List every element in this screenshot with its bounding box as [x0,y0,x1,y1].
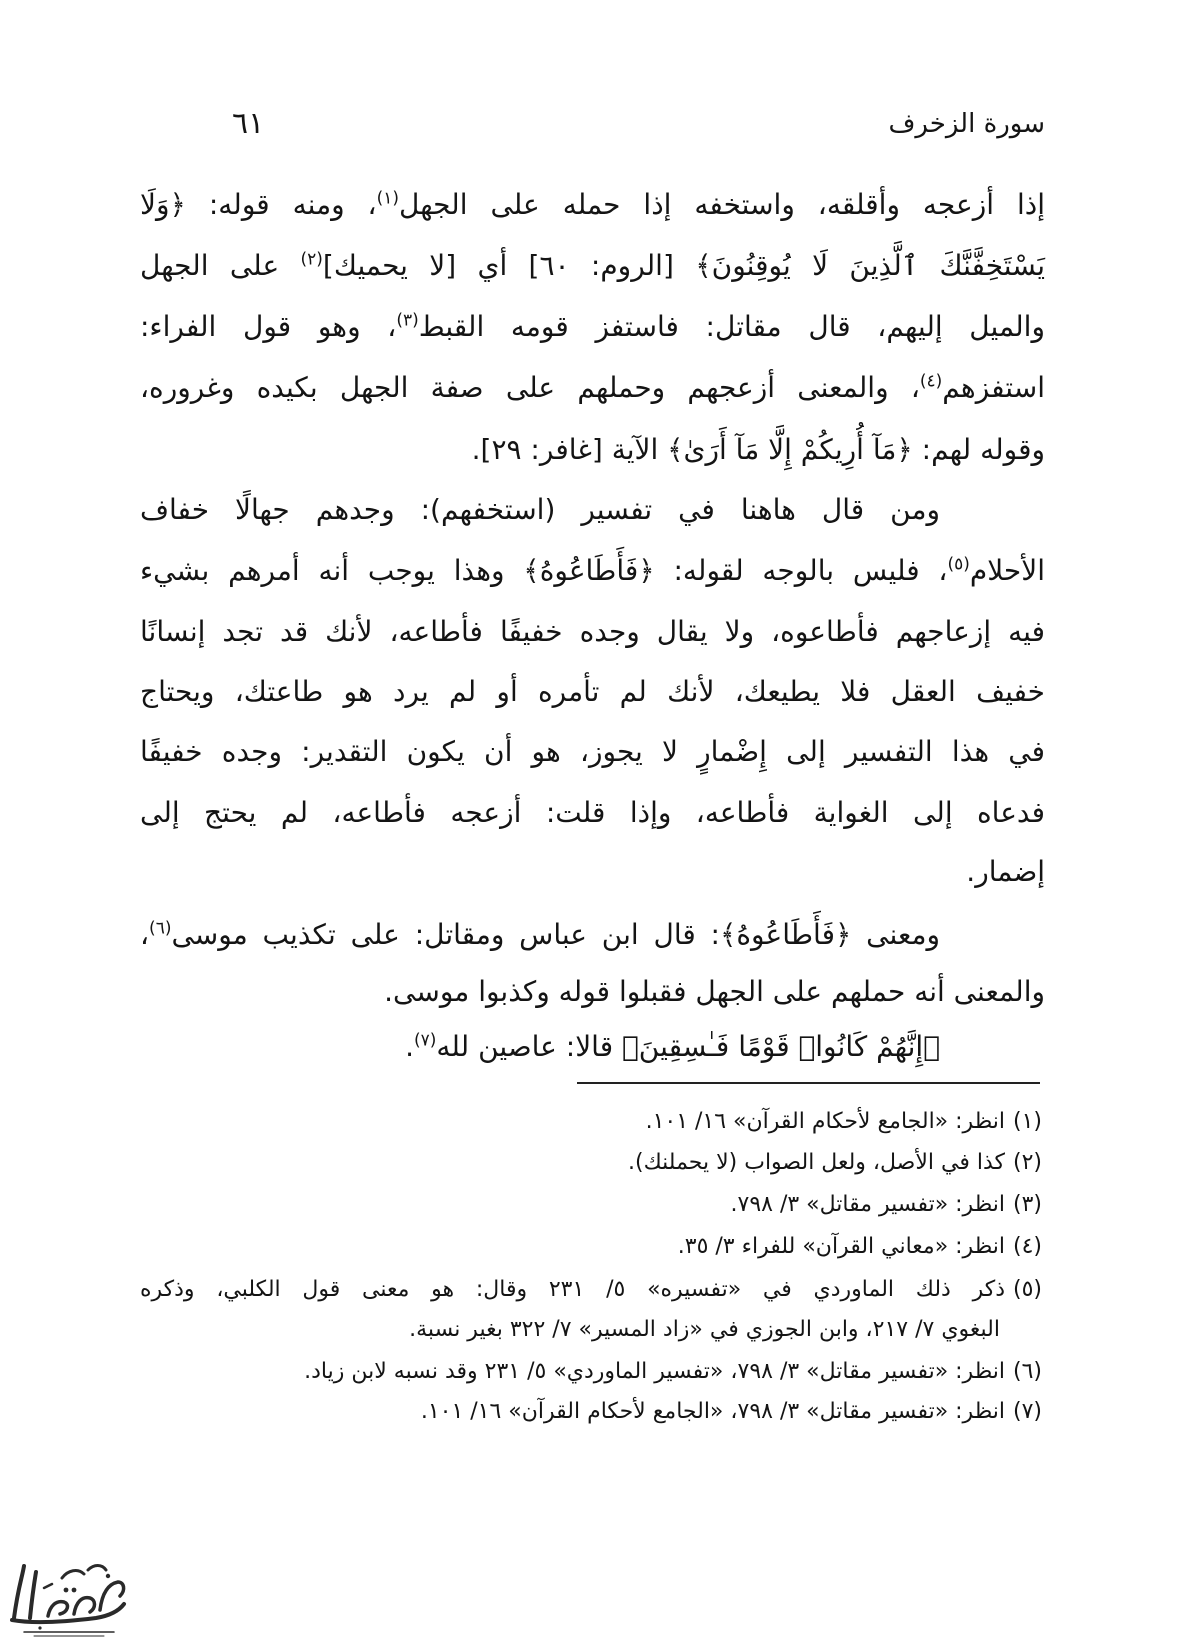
body-text: فدعاه إلى الغواية فأطاعه، وإذا قلت: أزعجه فأطاعه، لم يحتج إلى [140,796,1045,829]
body-line [140,842,1045,902]
footnote-ref: (٥) [947,554,970,575]
body-line [140,602,1045,662]
page-number: ٦١ [232,106,265,141]
footnote-text: انظر: «الجامع لأحكام القرآن» ١٦/ ١٠١. [645,1109,1005,1134]
body-text: ، ومنه قوله: ﴿وَلَا [140,188,377,221]
footnote-text: انظر: «معاني القرآن» للفراء ٣/ ٣٥. [677,1234,1005,1259]
body-line [140,905,1045,965]
body-text: في هذا التفسير إلى إِضْمارٍ لا يجوز، هو أن يكون التقدير: وجده خفيفًا [140,735,1045,768]
footnote [140,1270,1042,1310]
footnote-text: البغوي ٧/ ٢١٧، وابن الجوزي في «زاد المسير» ٧/ ٣٢٢ بغير نسبة. [409,1317,1000,1342]
body-line [140,236,1045,296]
footnote-number: (٣) [1012,1192,1042,1217]
footnote-separator [577,1082,1040,1084]
body-text: . [405,1030,414,1063]
footnote-text: انظر: «تفسير مقاتل» ٣/ ٧٩٨، «تفسير الماوردي» ٥/ ٢٣١ وقد نسبه لابن زياد. [304,1359,1005,1384]
body-line [140,1017,1045,1077]
footnote-ref: (٦) [149,918,172,939]
body-line [140,962,1045,1022]
running-header-title: سورة الزخرف [888,109,1045,139]
footnote-text: كذا في الأصل، ولعل الصواب (لا يحملنك). [628,1150,1005,1175]
footnote-text: ذكر ذلك الماوردي في «تفسيره» ٥/ ٢٣١ وقال: هو معنى قول الكلبي، وذكره [140,1277,1005,1302]
footnote-ref: (٧) [413,1030,437,1051]
footnote-number: (٦) [1012,1359,1042,1384]
body-text: والميل إليهم، قال مقاتل: فاستفز قومه القبط [418,310,1045,343]
body-text: إضمار. [966,855,1045,888]
body-line [140,480,1045,540]
footnote-ref: (٣) [396,310,419,331]
footnote-number: (٢) [1012,1150,1042,1175]
body-text: ، والمعنى أزعجهم وحملهم على صفة الجهل بكيده وغروره، [140,371,920,404]
body-text: ومعنى ﴿فَأَطَاعُوهُ﴾: قال ابن عباس ومقاتل: على تكذيب موسى [171,918,940,951]
footnote-text: انظر: «تفسير مقاتل» ٣/ ٧٩٨. [730,1192,1005,1217]
body-line [140,297,1045,357]
footnote [140,1227,1042,1267]
footnote-continuation [140,1310,1042,1350]
calligraphy-logo-icon [4,1548,132,1640]
body-text: ﴿إِنَّهُمْ كَانُوا۟ قَوْمًا فَـٰسِقِينَ﴾ قالا: عاصين لله [436,1030,940,1063]
body-text: الأحلام [969,554,1045,587]
body-text: ، وهو قول الفراء: [140,310,397,343]
footnote-number: (٤) [1012,1234,1042,1259]
body-text: فيه إزعاجهم فأطاعوه، ولا يقال وجده خفيفًا فأطاعه، لأنك قد تجد إنسانًا [140,615,1045,648]
footnote [140,1185,1042,1225]
footnote [140,1143,1042,1183]
body-text: ، [140,918,150,951]
body-text: ومن قال هاهنا في تفسير (استخفهم): وجدهم جهالًا خفاف [140,493,940,526]
body-text: خفيف العقل فلا يطيعك، لأنك لم تأمره أو لم يرد هو طاعتك، ويحتاج [140,675,1045,708]
footnote-ref: (٢) [300,249,323,270]
footnote [140,1102,1042,1142]
footnote-number: (٧) [1012,1399,1042,1424]
body-text: إذا أزعجه وأقلقه، واستخفه إذا حمله على الجهل [399,188,1045,221]
body-line [140,541,1045,601]
body-line [140,662,1045,722]
body-line [140,175,1045,235]
body-text: وقوله لهم: ﴿مَآ أُرِيكُمْ إِلَّا مَآ أَرَىٰ﴾ الآية [غافر: ٢٩]. [471,433,1045,466]
body-text: على الجهل [140,249,301,282]
body-line [140,358,1045,418]
footnote-number: (٥) [1013,1277,1043,1302]
footnote-text: انظر: «تفسير مقاتل» ٣/ ٧٩٨، «الجامع لأحكام القرآن» ١٦/ ١٠١. [420,1399,1005,1424]
body-line [140,783,1045,843]
footnote-number: (١) [1012,1109,1042,1134]
footnote-ref: (٤) [919,371,943,392]
body-line [140,420,1045,480]
footnote [140,1352,1042,1392]
body-text: والمعنى أنه حملهم على الجهل فقبلوا قوله وكذبوا موسى. [384,975,1045,1008]
footnote-ref: (١) [376,188,399,209]
body-line [140,722,1045,782]
footnote [140,1392,1042,1432]
body-text: يَسْتَخِفَّنَّكَ ٱلَّذِينَ لَا يُوقِنُونَ﴾ [الروم: ٦٠] أي [لا يحميك] [322,249,1045,282]
body-text: ، فليس بالوجه لقوله: ﴿فَأَطَاعُوهُ﴾ وهذا يوجب أنه أمرهم بشيء [140,554,948,587]
body-text: استفزهم [942,371,1045,404]
